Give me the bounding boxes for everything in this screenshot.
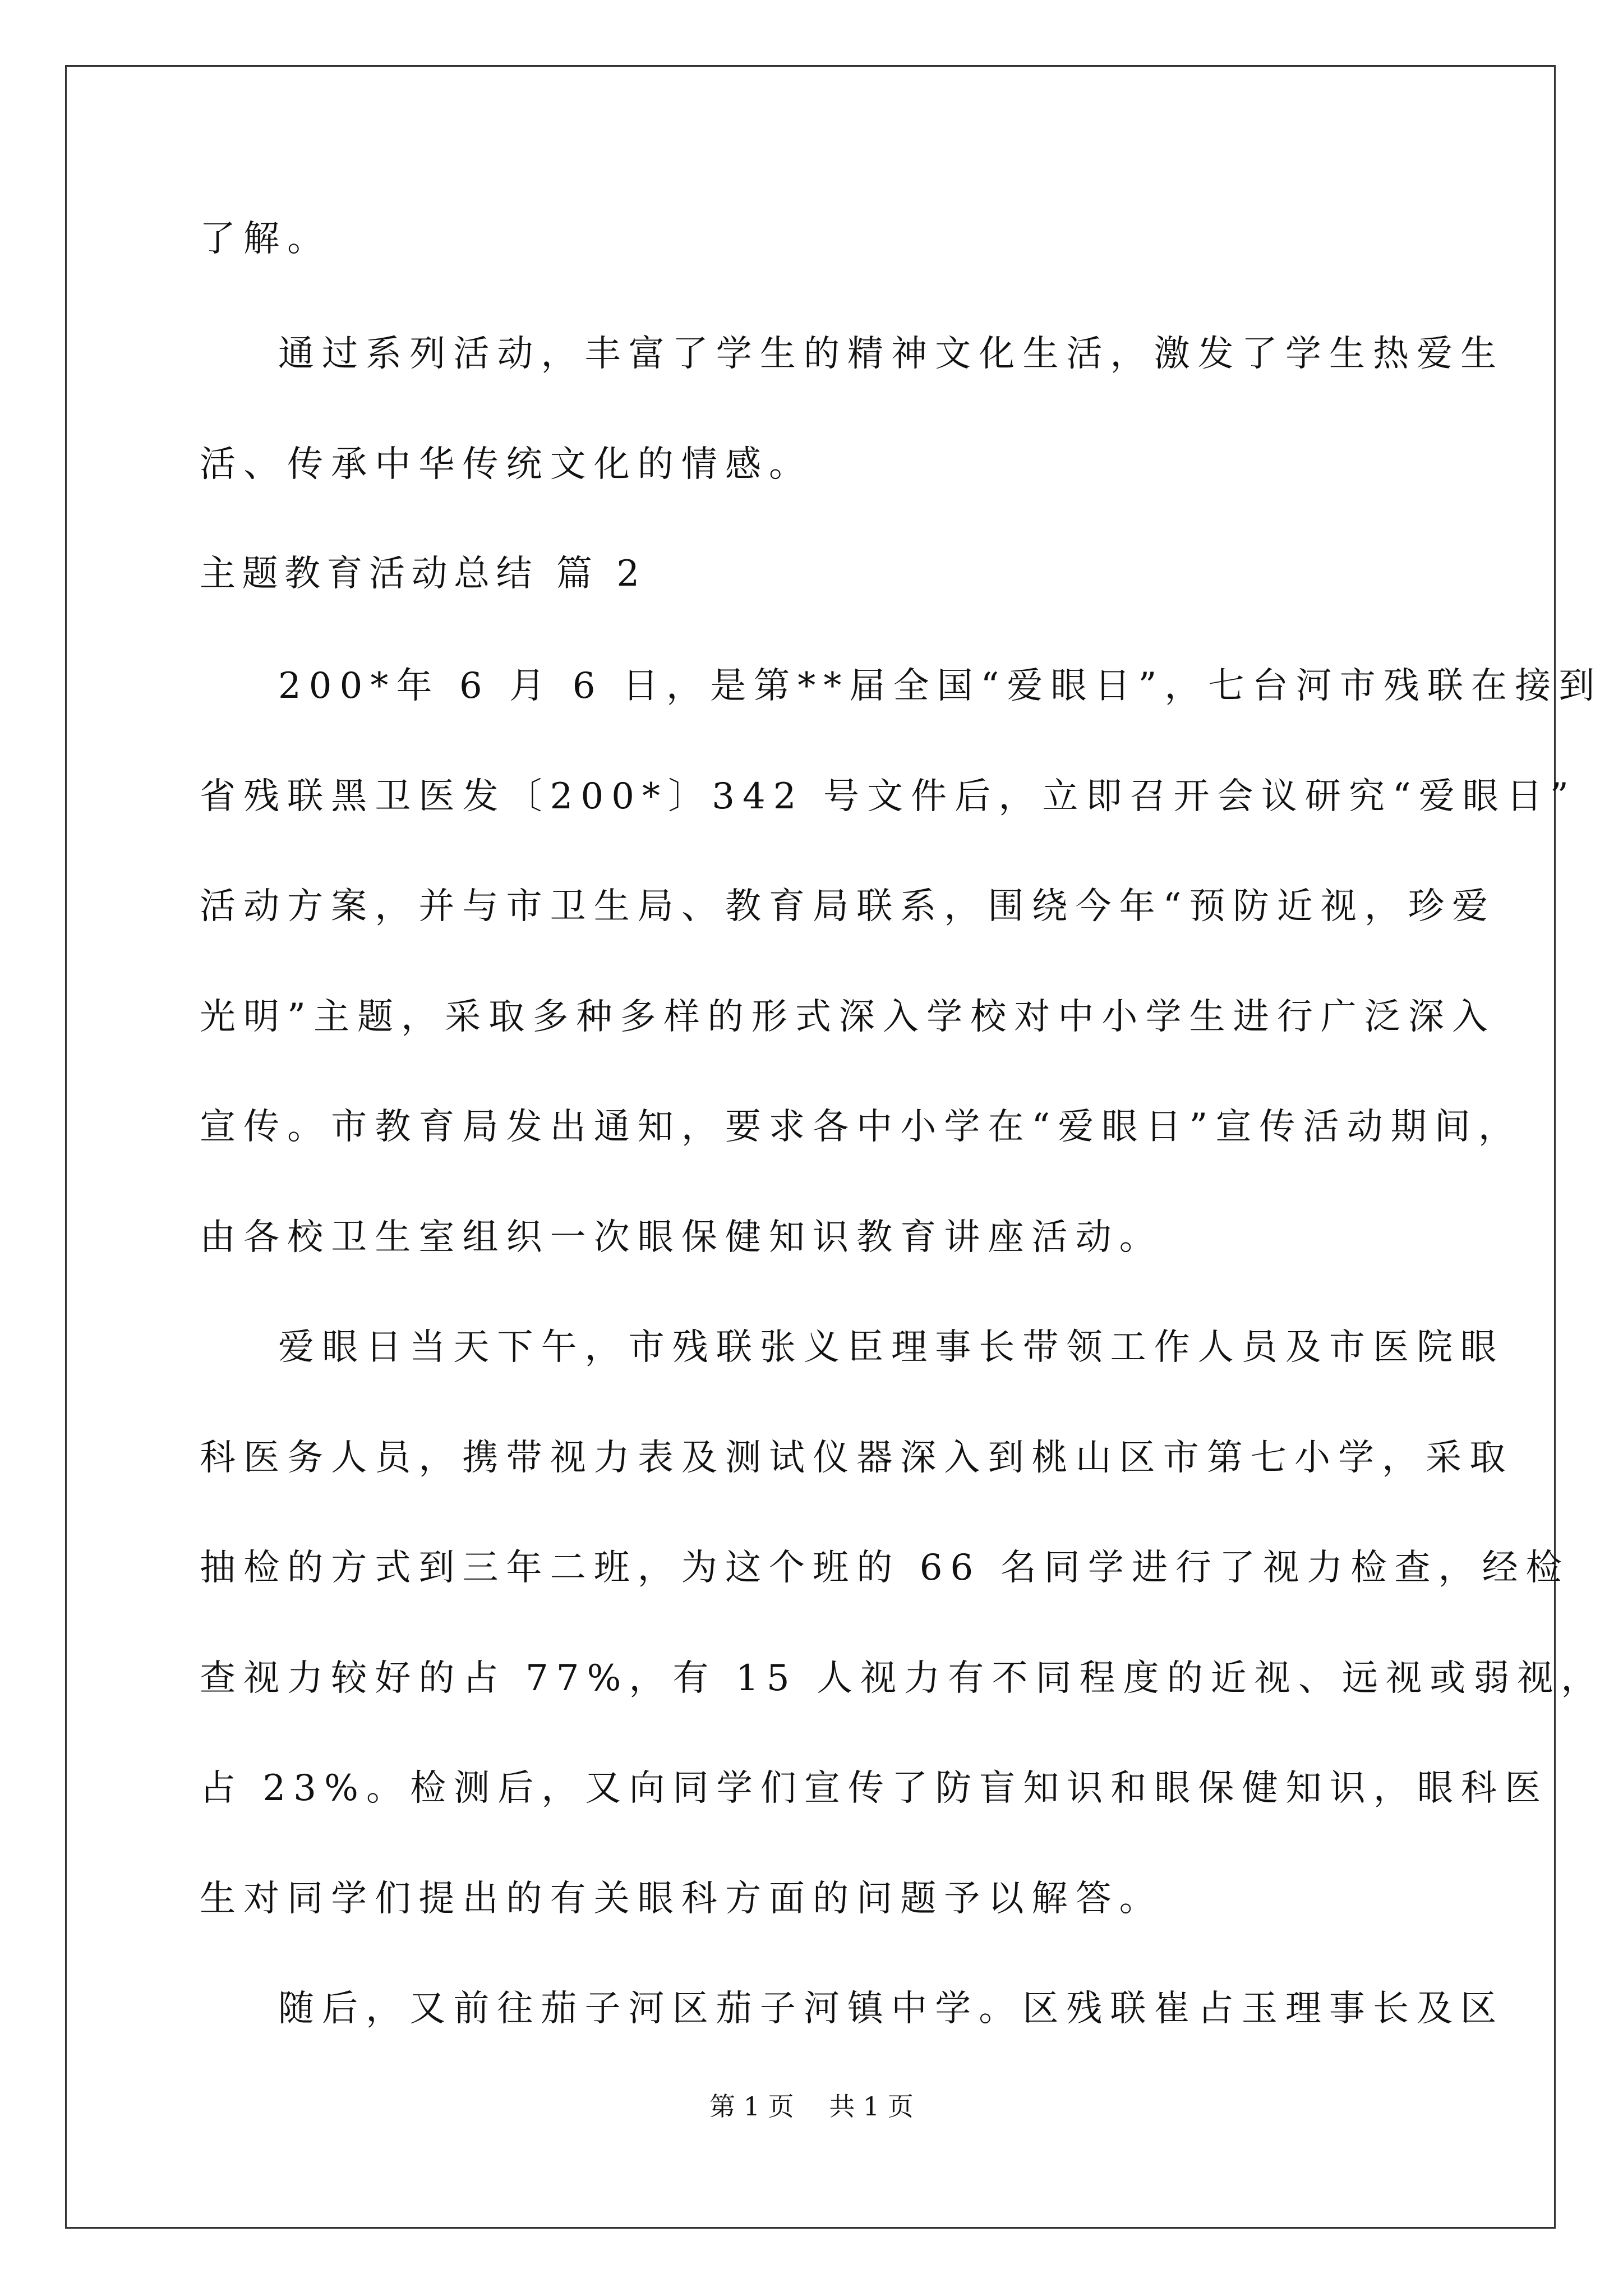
page-number-total: 共 1 页: [829, 2091, 914, 2122]
page-footer: [0, 2090, 1623, 2123]
paragraph-line: 生对同学们提出的有关眼科方面的问题予以解答。: [200, 1878, 1163, 1920]
paragraph-line: 抽检的方式到三年二班，为这个班的 66 名同学进行了视力检查，经检: [200, 1547, 1570, 1589]
paragraph-line: 宣传。市教育局发出通知，要求各中小学在“爱眼日”宣传活动期间，: [200, 1106, 1522, 1148]
paragraph-line: 查视力较好的占 77%，有 15 人视力有不同程度的近视、远视或弱视，: [200, 1658, 1605, 1699]
page-number-current: 第 1 页: [709, 2091, 794, 2122]
paragraph-line: 了解。: [200, 218, 331, 260]
paragraph-line: 活动方案，并与市卫生局、教育局联系，围绕今年“预防近视，珍爱: [200, 886, 1496, 927]
paragraph-line: 200*年 6 月 6 日，是第**届全国“爱眼日”，七台河市残联在接到: [278, 665, 1603, 707]
paragraph-line: 科医务人员，携带视力表及测试仪器深入到桃山区市第七小学，采取: [200, 1437, 1514, 1479]
paragraph-line: 占 23%。检测后，又向同学们宣传了防盲知识和眼保健知识，眼科医: [200, 1768, 1549, 1809]
paragraph-line: 活、传承中华传统文化的情感。: [200, 444, 813, 485]
paragraph-line: 光明”主题，采取多种多样的形式深入学校对中小学生进行广泛深入: [200, 996, 1496, 1038]
paragraph-line: 省残联黑卫医发〔200*〕342 号文件后，立即召开会议研究“爱眼日”: [200, 776, 1576, 817]
paragraph-line: 由各校卫生室组织一次眼保健知识教育讲座活动。: [200, 1217, 1163, 1258]
section-heading: 主题教育活动总结 篇 2: [200, 553, 646, 595]
paragraph-line: 爱眼日当天下午，市残联张义臣理事长带领工作人员及市医院眼: [278, 1327, 1505, 1368]
paragraph-line: 通过系列活动，丰富了学生的精神文化生活，激发了学生热爱生: [278, 333, 1505, 375]
paragraph-line: 随后，又前往茄子河区茄子河镇中学。区残联崔占玉理事长及区: [278, 1988, 1505, 2030]
